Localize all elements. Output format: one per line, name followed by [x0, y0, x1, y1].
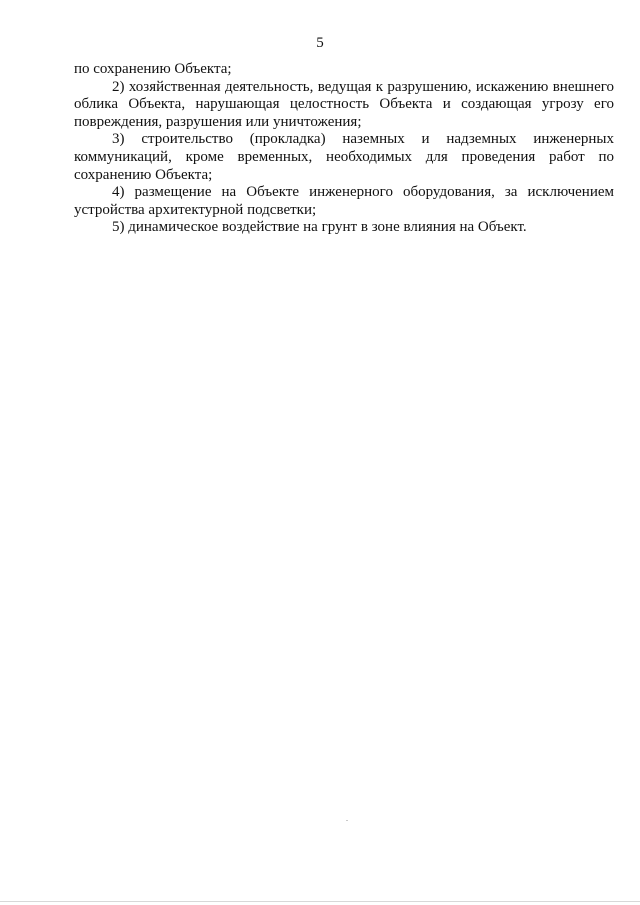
- scan-edge-line: [0, 901, 640, 902]
- document-body: [74, 61, 614, 237]
- scan-speck: [346, 820, 348, 821]
- list-item-4: [74, 184, 614, 219]
- list-item-text: размещение на Объекте инженерного оборудования, за исключением устройства архитектурной подсветки;: [74, 184, 615, 218]
- list-item-text: динамическое воздействие на грунт в зоне влияния на Объект.: [128, 219, 527, 236]
- list-item-number: 2): [112, 78, 125, 95]
- list-item-number: 4): [112, 184, 125, 201]
- list-item-3: [74, 131, 614, 184]
- list-item-5: [74, 219, 614, 237]
- list-item-text: хозяйственная деятельность, ведущая к разрушению, искажению внешнего облика Объекта, нарушающая целостность Объекта и создающая угрозу его повреждения, разрушения или уничтожения;: [74, 78, 615, 130]
- list-item-2: [74, 79, 614, 132]
- continuation-paragraph: по сохранению Объекта;: [74, 61, 232, 77]
- list-item-number: 5): [112, 219, 125, 236]
- page-number: 5: [316, 35, 324, 51]
- list-item-number: 3): [112, 131, 125, 148]
- list-item-text: строительство (прокладка) наземных и надземных инженерных коммуникаций, кроме временных, необходимых для проведения работ по сохранению Объекта;: [74, 131, 615, 183]
